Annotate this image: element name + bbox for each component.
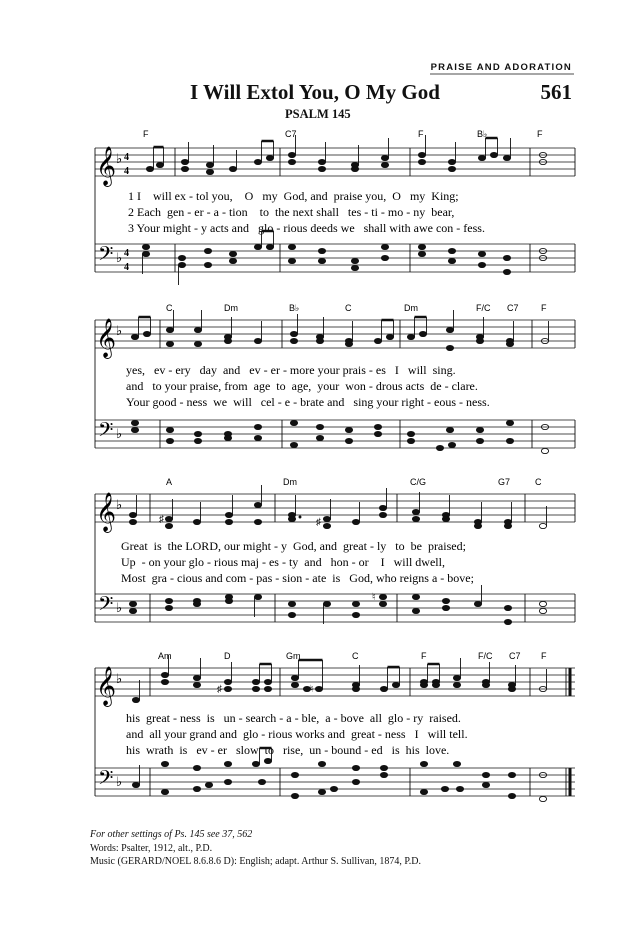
chord-symbol: F: [541, 651, 547, 661]
bass-staff: [95, 420, 575, 448]
system-3: [95, 477, 575, 625]
chord-symbol: C7: [509, 651, 521, 661]
time-signature: 4: [124, 152, 129, 163]
hymn-number: 561: [540, 80, 572, 104]
chord-symbol: A: [166, 477, 173, 487]
lyric-line: and to your praise, from age to age, your won - drous acts de - clare.: [126, 379, 478, 393]
chord-symbol: C: [535, 477, 542, 487]
treble-clef-icon: 𝄞: [96, 494, 117, 531]
section-label: PRAISE AND ADORATION: [430, 62, 572, 73]
chord-symbol: C/G: [410, 477, 427, 487]
chord-symbol: C7: [285, 129, 297, 139]
chord-symbol: C: [166, 303, 173, 313]
time-signature: 4: [124, 166, 129, 177]
bass-clef-icon: 𝄢: [98, 244, 114, 270]
chord-symbol: Dm: [404, 303, 418, 313]
flat-icon: ♭: [116, 250, 123, 265]
lyric-line: 3 Your might - y acts and glo - rious deeds we shall with awe con - fess.: [128, 221, 485, 235]
system-2: [95, 303, 575, 454]
lyric-line: Great is the LORD, our might - y God, and great - ly to be praised;: [121, 539, 466, 553]
flat-icon: ♭: [116, 671, 123, 686]
lyric-line: 2 Each gen - er - a - tion to the next shall tes - ti - mo - ny bear,: [128, 205, 455, 219]
flat-icon: ♭: [116, 151, 123, 166]
lyric-line: Most gra - cious and com - pas - sion - ate is God, who reigns a - bove;: [121, 571, 474, 585]
lyric-line: 1 I will ex - tol you, O my God, and praise you, O my King;: [128, 189, 459, 203]
system-4: [95, 651, 575, 802]
chord-symbol: C: [352, 651, 359, 661]
chord-symbol: Am: [158, 651, 172, 661]
footer-music: Music (GERARD/NOEL 8.6.8.6 D): English; adapt. Arthur S. Sullivan, 1874, P.D.: [90, 856, 422, 867]
svg-text:♮: ♮: [310, 684, 314, 695]
time-signature: 4: [124, 262, 129, 273]
flat-icon: ♭: [116, 497, 123, 512]
treble-notes: [131, 310, 548, 351]
hymn-title: I Will Extol You, O My God: [190, 80, 440, 104]
treble-clef-icon: 𝄞: [96, 668, 117, 705]
treble-clef-icon: 𝄞: [96, 148, 117, 185]
flat-icon: ♭: [116, 426, 123, 441]
lyric-line: Up - on your glo - rious maj - es - ty and hon - or I will dwell,: [121, 555, 445, 569]
bass-notes: [131, 420, 548, 453]
bass-clef-icon: 𝄢: [98, 768, 114, 794]
bass-clef-icon: 𝄢: [98, 420, 114, 446]
lyric-line: yes, ev - ery day and ev - er - more your prais - es I will sing.: [126, 363, 456, 377]
psalm-subtitle: PSALM 145: [285, 107, 351, 121]
footer-words: Words: Psalter, 1912, alt., P.D.: [90, 843, 213, 854]
treble-clef-icon: 𝄞: [96, 320, 117, 357]
treble-notes: [132, 655, 546, 703]
chord-symbol: Dm: [224, 303, 238, 313]
treble-staff: [95, 148, 575, 176]
system-1: [95, 129, 575, 285]
chord-symbol: F: [143, 129, 149, 139]
chord-symbol: G7: [498, 477, 511, 487]
time-signature: 4: [124, 248, 129, 259]
svg-text:♯: ♯: [316, 517, 321, 528]
chord-symbol: Gm: [286, 651, 301, 661]
flat-icon: ♭: [116, 774, 123, 789]
chord-symbol: F: [541, 303, 547, 313]
chord-symbol: F: [418, 129, 424, 139]
chord-symbol: Dm: [283, 477, 297, 487]
chord-symbol: D: [224, 651, 231, 661]
lyric-line: his great - ness is un - search - a - ble, a - bove all glo - ry raised.: [126, 711, 461, 725]
svg-text:♯: ♯: [159, 514, 164, 525]
chord-symbol: B♭: [477, 129, 488, 139]
svg-text:♯: ♯: [217, 684, 222, 695]
chord-symbol: B♭: [289, 303, 300, 313]
bass-notes: [129, 585, 546, 625]
chord-symbol: F/C: [476, 303, 491, 313]
lyric-line: his wrath is ev - er slow to rise, un - bound - ed is his love.: [126, 743, 450, 757]
chord-symbol: F: [421, 651, 427, 661]
bass-clef-icon: 𝄢: [98, 594, 114, 620]
lyric-line: and all your grand and glo - rious works and great - ness I will tell.: [126, 727, 468, 741]
lyric-line: Your good - ness we will cel - e - brate and sing your right - eous - ness.: [126, 395, 490, 409]
chord-symbol: C7: [507, 303, 519, 313]
chord-symbol: F/C: [478, 651, 493, 661]
chord-symbol: F: [537, 129, 543, 139]
chord-symbol: C: [345, 303, 352, 313]
footer-note: For other settings of Ps. 145 see 37, 562: [90, 829, 253, 840]
flat-icon: ♭: [116, 323, 123, 338]
svg-text:♮: ♮: [372, 592, 376, 603]
flat-icon: ♭: [116, 600, 123, 615]
